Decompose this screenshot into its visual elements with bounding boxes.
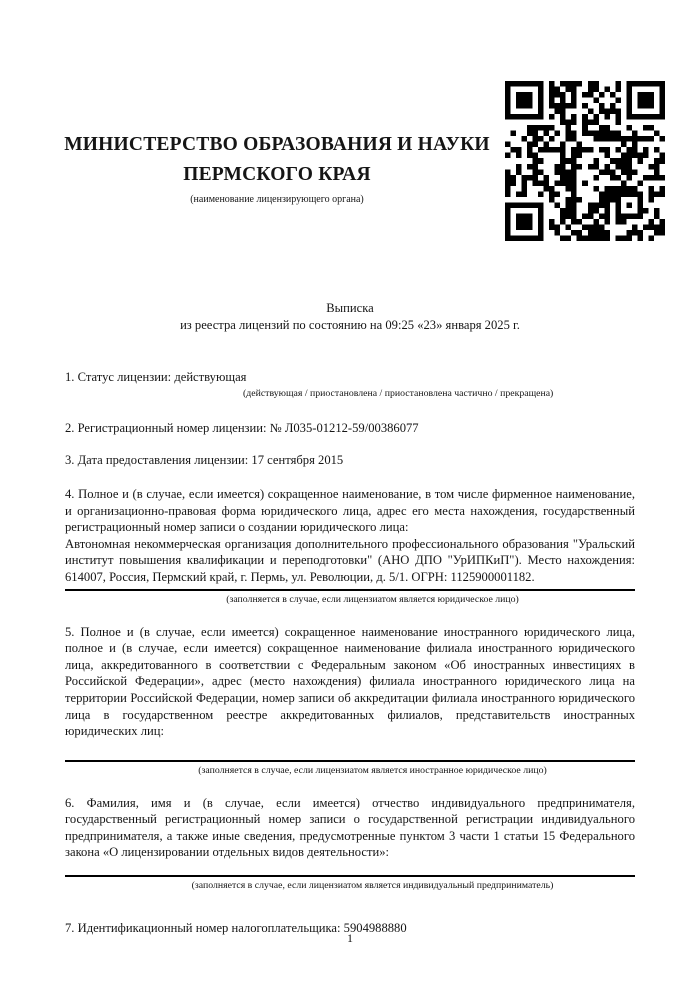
section-registration-number: 2. Регистрационный номер лицензии: № Л035-01212-59/00386077	[65, 420, 419, 435]
ministry-caption: (наименование лицензирующего органа)	[190, 194, 364, 205]
section-license-status: 1. Статус лицензии: действующая	[65, 370, 247, 385]
divider-foreign-entity	[65, 760, 635, 762]
divider-legal-entity	[65, 589, 635, 591]
document-title: Выписка	[326, 301, 374, 315]
section-foreign-entity-label: 5. Полное и (в случае, если имеется) сокращенное наименование иностранного юридического лица, полное и (в случае, если имеется) сокращенное наименование филиала иностранного юридического лица, аккредитованного в соответствии с Федеральным законом «Об иностранных инвестициях в Российской Федерации», адрес (место нахождения) филиала иностранного юридического лица на территории Российской Федерации, номер записи об аккредитации филиала иностранного юридического лица в государственном реестре аккредитованных филиалов, представительств иностранных юридических лиц:	[65, 624, 635, 739]
section-legal-entity-value: Автономная некоммерческая организация дополнительного профессионального образования "Уральский институт повышения квалификации и переподготовки" (АНО ДПО "УрИПКиП"). Место нахождения: 614007, Россия, Пермский край, г. Пермь, ул. Революции, д. 5/1. ОГРН: 1125900001182.	[65, 536, 635, 584]
section-foreign-entity-note: (заполняется в случае, если лицензиатом является иностранное юридическое лицо)	[198, 764, 547, 776]
section-legal-entity-note: (заполняется в случае, если лицензиатом является юридическое лицо)	[226, 593, 519, 605]
section-entrepreneur-note: (заполняется в случае, если лицензиатом является индивидуальный предприниматель)	[191, 880, 554, 892]
divider-entrepreneur	[65, 875, 635, 877]
section-taxpayer-id: 7. Идентификационный номер налогоплательщика: 5904988880	[65, 921, 407, 936]
qr-code	[505, 80, 665, 242]
ministry-name-line2: ПЕРМСКОГО КРАЯ	[183, 164, 371, 185]
ministry-name-line1: МИНИСТЕРСТВО ОБРАЗОВАНИЯ И НАУКИ	[64, 134, 490, 155]
document-body	[65, 300, 635, 937]
licensing-authority-header	[62, 130, 492, 206]
section-grant-date: 3. Дата предоставления лицензии: 17 сентября 2015	[65, 453, 344, 468]
section-entrepreneur-label: 6. Фамилия, имя и (в случае, если имеется) отчество индивидуального предпринимателя, государственный регистрационный номер записи о государственной регистрации индивидуального предпринимателя, а также иные сведения, предусмотренные пунктом 3 части 1 статьи 15 Федерального закона «О лицензировании отдельных видов деятельности»:	[65, 795, 635, 860]
document-subtitle: из реестра лицензий по состоянию на 09:25 «23» января 2025 г.	[180, 317, 520, 332]
page-number: 1	[347, 931, 353, 945]
section-legal-entity-label: 4. Полное и (в случае, если имеется) сокращенное наименование, в том числе фирменное наименование, и организационно-правовая форма юридического лица, адрес его места нахождения, государственный регистрационный номер записи о создании юридического лица:	[65, 486, 635, 535]
section-license-status-note: (действующая / приостановлена / приостановлена частично / прекращена)	[243, 387, 554, 399]
